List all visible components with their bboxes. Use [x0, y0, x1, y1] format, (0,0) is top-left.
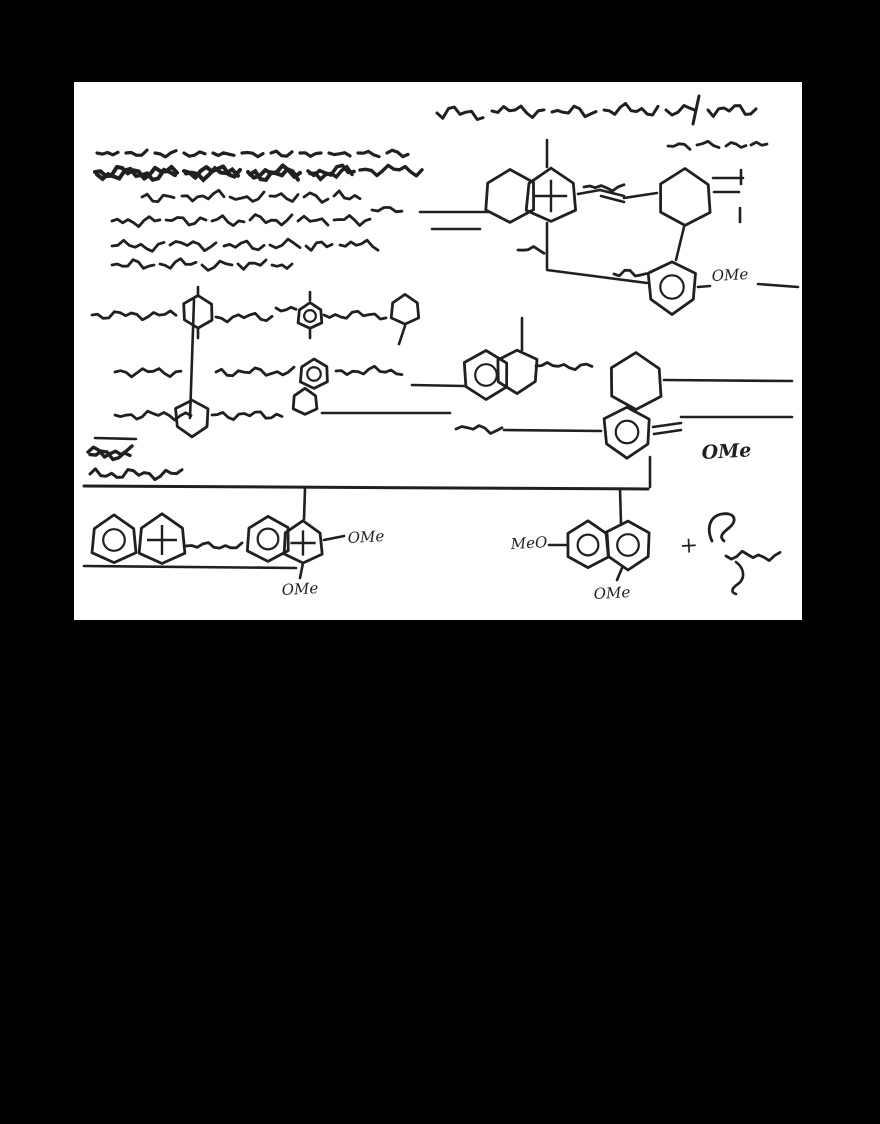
- rule-drop-right: [620, 489, 621, 523]
- s1-ome-bond: [698, 286, 710, 287]
- ome-label-bottomleft-below: OMe: [281, 579, 319, 599]
- ome-label-structure3: OMe: [701, 439, 752, 464]
- s2-right-line: [664, 380, 792, 381]
- s2-connector: [412, 385, 464, 386]
- rule-drop-left: [304, 489, 305, 519]
- plus-sign: +: [679, 533, 699, 559]
- ome-label-bottomleft-right: OMe: [347, 527, 385, 547]
- meo-label-bottomright: MeO: [510, 533, 548, 553]
- ome-label-bottomright-below: OMe: [593, 583, 631, 603]
- s3-left-bond: [504, 430, 601, 431]
- formula-c-underline: [95, 438, 136, 439]
- ome-label-structure1-lower: OMe: [711, 265, 749, 285]
